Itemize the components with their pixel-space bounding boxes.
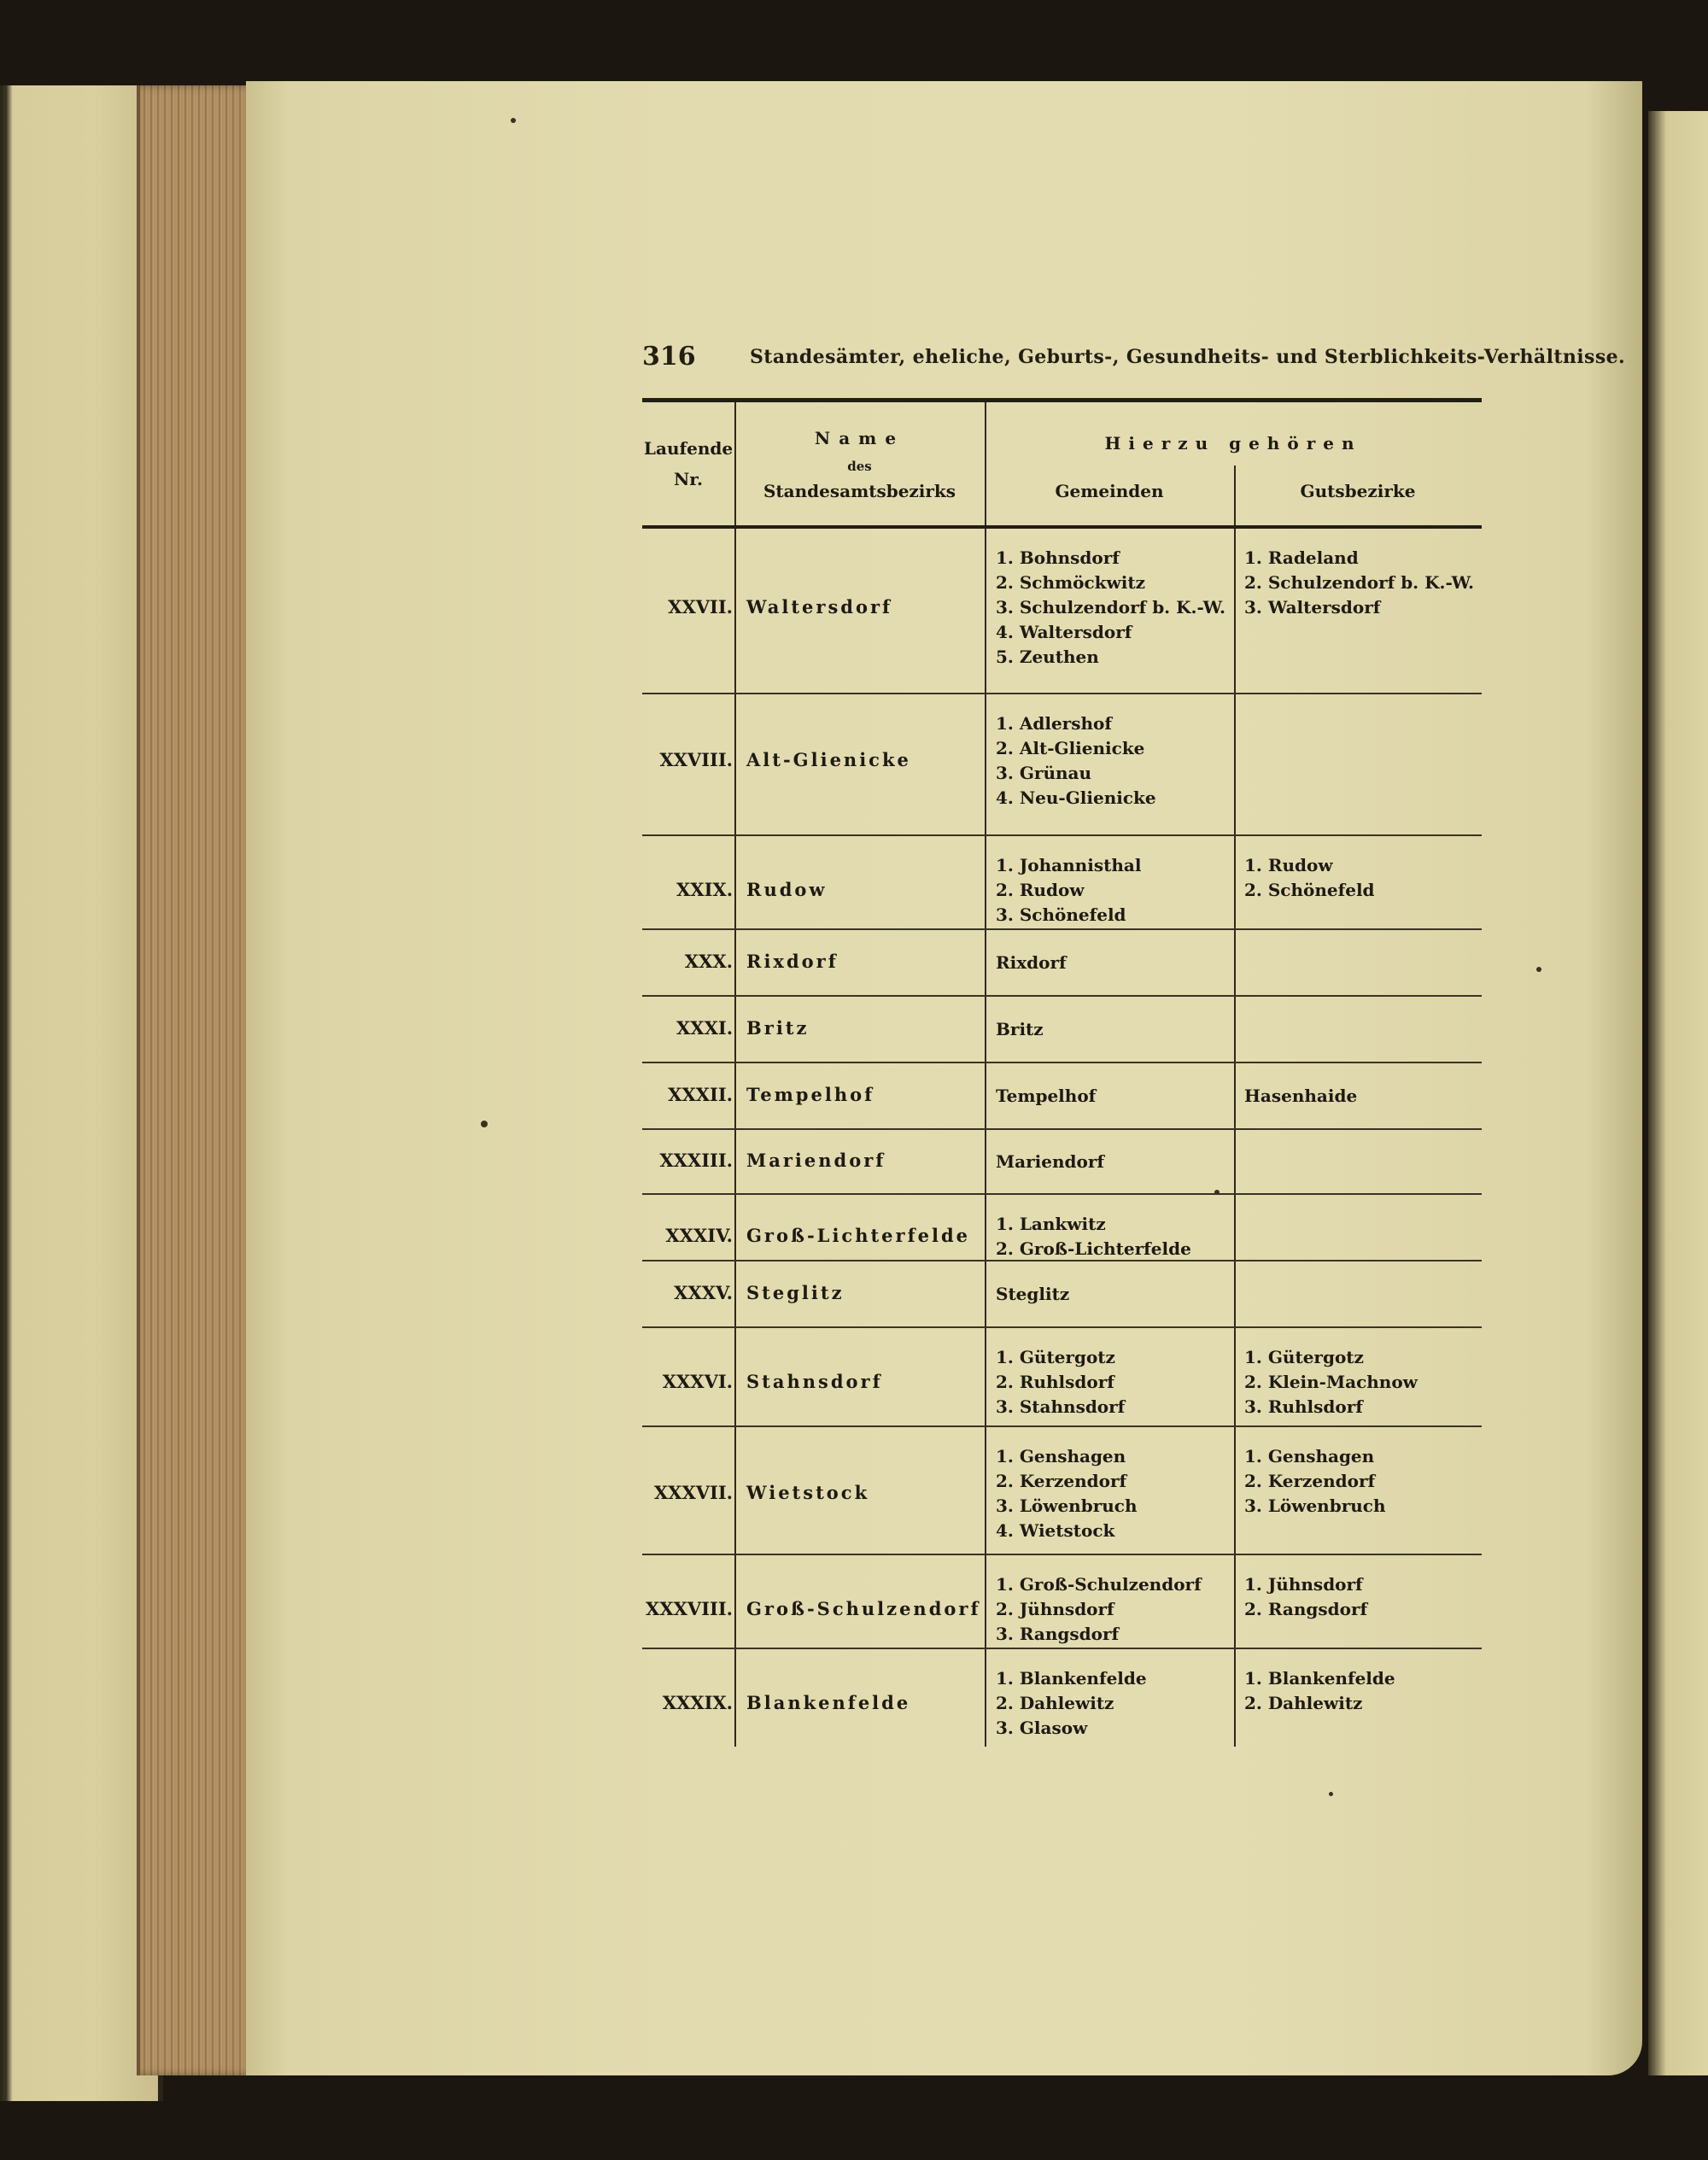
table-row — [642, 1195, 1482, 1261]
table-row — [642, 1649, 1482, 1747]
table-row — [642, 836, 1482, 930]
gutsbezirk-item: 2. Schönefeld — [1244, 880, 1375, 900]
column-divider — [985, 1427, 986, 1554]
gemeinde-item: 3. Stahnsdorf — [996, 1396, 1126, 1417]
gemeinde-item: 4. Waltersdorf — [996, 622, 1132, 642]
header-gemeinden: Gemeinden — [1055, 481, 1164, 501]
district-name: Groß-Schulzendorf — [746, 1597, 981, 1619]
gemeinden-list — [996, 1572, 1235, 1647]
gemeinde-item: Steglitz — [996, 1284, 1070, 1304]
gemeinde-item: 2. Jühnsdorf — [996, 1599, 1114, 1619]
row-number: XXXVII. — [653, 1482, 733, 1503]
column-divider — [985, 1063, 986, 1128]
speck — [481, 1121, 488, 1127]
gemeinden-list — [996, 546, 1235, 670]
gutsbezirke-list — [1244, 1345, 1483, 1420]
district-name: Britz — [746, 1017, 810, 1039]
gemeinde-item: 2. Rudow — [996, 880, 1085, 900]
gemeinde-item: 1. Bohnsdorf — [996, 547, 1120, 568]
gemeinden-list — [996, 951, 1235, 975]
column-divider — [734, 1063, 736, 1128]
district-name: Tempelhof — [746, 1084, 875, 1105]
header-laufende: Laufende — [643, 438, 734, 459]
gemeinden-list — [996, 1084, 1235, 1109]
table-row — [642, 694, 1482, 836]
gemeinden-list — [996, 1212, 1235, 1261]
column-divider — [985, 1130, 986, 1193]
gemeinde-item: 3. Löwenbruch — [996, 1496, 1138, 1516]
gemeinden-list — [996, 853, 1235, 928]
header-hierzu-gehoeren: Hierzu gehören — [1104, 433, 1362, 454]
table-body — [642, 529, 1482, 1747]
gutsbezirke-list — [1244, 546, 1483, 620]
gutsbezirke-list — [1244, 1666, 1483, 1716]
gemeinde-item: 1. Blankenfelde — [996, 1668, 1147, 1689]
gemeinde-item: 1. Groß-Schulzendorf — [996, 1574, 1202, 1595]
row-number: XXXVIII. — [646, 1597, 733, 1619]
gemeinden-list — [996, 1666, 1235, 1741]
column-divider — [985, 1649, 986, 1747]
gemeinde-item: 4. Wietstock — [996, 1520, 1115, 1541]
column-divider — [734, 997, 736, 1062]
gutsbezirk-item: 3. Waltersdorf — [1244, 597, 1381, 618]
gemeinde-item: 2. Alt-Glienicke — [996, 738, 1145, 758]
column-divider — [734, 930, 736, 995]
column-divider — [734, 1427, 736, 1554]
gutsbezirk-item: 2. Rangsdorf — [1244, 1599, 1368, 1619]
row-number: XXXIX. — [662, 1691, 733, 1713]
column-divider — [985, 997, 986, 1062]
district-name: Waltersdorf — [746, 595, 893, 618]
gemeinde-item: 2. Groß-Lichterfelde — [996, 1238, 1191, 1259]
gutsbezirk-item: 3. Löwenbruch — [1244, 1496, 1386, 1516]
table-row — [642, 930, 1482, 997]
table-row — [642, 1427, 1482, 1555]
column-divider — [985, 529, 986, 693]
column-divider — [734, 836, 736, 928]
gemeinde-item: Rixdorf — [996, 952, 1067, 973]
gemeinde-item: Tempelhof — [996, 1086, 1097, 1106]
table-row — [642, 1063, 1482, 1130]
column-divider — [985, 930, 986, 995]
gutsbezirk-item: 2. Dahlewitz — [1244, 1693, 1363, 1713]
row-number: XXXVI. — [662, 1370, 733, 1392]
gemeinde-item: Britz — [996, 1019, 1044, 1039]
gemeinden-list — [996, 1444, 1235, 1543]
gemeinde-item: 1. Adlershof — [996, 713, 1112, 734]
gemeinde-item: 2. Ruhlsdorf — [996, 1372, 1114, 1392]
gutsbezirk-item: 1. Jühnsdorf — [1244, 1574, 1363, 1595]
gutsbezirk-item: 1. Radeland — [1244, 547, 1359, 568]
column-divider — [985, 1555, 986, 1648]
column-divider — [734, 1261, 736, 1326]
district-name: Alt-Glienicke — [746, 749, 911, 770]
page-number: 316 — [642, 342, 696, 372]
gutsbezirk-item: 1. Rudow — [1244, 855, 1333, 875]
gemeinde-item: Mariendorf — [996, 1151, 1104, 1172]
gemeinde-item: 3. Glasow — [996, 1718, 1088, 1738]
header-standesamtsbezirk: Standesamtsbezirks — [763, 481, 956, 501]
column-divider — [985, 1261, 986, 1326]
column-divider — [734, 1555, 736, 1648]
gemeinde-item: 3. Schönefeld — [996, 904, 1126, 925]
gemeinde-item: 1. Johannisthal — [996, 855, 1142, 875]
gutsbezirke-list — [1244, 853, 1483, 903]
district-name: Blankenfelde — [746, 1691, 911, 1713]
gemeinde-item: 5. Zeuthen — [996, 647, 1099, 667]
gutsbezirke-list — [1244, 1572, 1483, 1622]
column-divider — [734, 1130, 736, 1193]
gemeinde-item: 2. Schmöckwitz — [996, 572, 1145, 593]
gutsbezirk-item: 1. Blankenfelde — [1244, 1668, 1395, 1689]
table-header — [642, 402, 1482, 529]
header-divider — [985, 402, 986, 525]
gutsbezirk-item: 2. Kerzendorf — [1244, 1471, 1376, 1491]
header-gutsbezirke: Gutsbezirke — [1300, 481, 1416, 501]
district-name: Rudow — [746, 878, 828, 900]
gemeinde-item: 1. Genshagen — [996, 1446, 1126, 1466]
gutsbezirk-item: 1. Gütergotz — [1244, 1347, 1364, 1367]
header-name: Name — [814, 428, 905, 448]
gutsbezirk-item: 3. Ruhlsdorf — [1244, 1396, 1363, 1417]
running-title: Standesämter, eheliche, Geburts-, Gesundheits- und Sterblichkeits-Verhältnisse. — [750, 346, 1626, 368]
row-number: XXXV. — [674, 1282, 733, 1303]
gemeinde-item: 2. Kerzendorf — [996, 1471, 1127, 1491]
column-divider — [734, 1328, 736, 1425]
gemeinden-list — [996, 1150, 1235, 1174]
gemeinde-item: 3. Rangsdorf — [996, 1624, 1120, 1644]
page-edges — [137, 85, 255, 2075]
gemeinde-item: 2. Dahlewitz — [996, 1693, 1114, 1713]
gemeinde-item: 4. Neu-Glienicke — [996, 787, 1156, 808]
gutsbezirke-list — [1244, 1444, 1483, 1519]
district-name: Wietstock — [746, 1482, 870, 1503]
gutsbezirke-list — [1244, 1084, 1483, 1109]
district-name: Mariendorf — [746, 1150, 886, 1171]
gemeinde-item: 1. Lankwitz — [996, 1214, 1106, 1234]
gutsbezirk-item: 2. Klein-Machnow — [1244, 1372, 1418, 1392]
column-divider — [985, 836, 986, 928]
gemeinden-list — [996, 1282, 1235, 1307]
facing-page-edge — [1648, 111, 1708, 2075]
table-row — [642, 997, 1482, 1063]
speck — [511, 118, 516, 123]
district-name: Rixdorf — [746, 951, 839, 972]
table-row — [642, 529, 1482, 694]
gemeinde-item: 1. Gütergotz — [996, 1347, 1115, 1367]
gutsbezirk-item: 2. Schulzendorf b. K.-W. — [1244, 572, 1474, 593]
column-divider — [734, 1649, 736, 1747]
gemeinden-list — [996, 1345, 1235, 1420]
table-row — [642, 1555, 1482, 1649]
row-number: XXXI. — [676, 1017, 733, 1039]
district-name: Steglitz — [746, 1282, 845, 1303]
column-divider — [985, 1195, 986, 1260]
gemeinde-item: 3. Grünau — [996, 763, 1092, 783]
district-name: Groß-Lichterfelde — [746, 1225, 971, 1246]
row-number: XXIX. — [676, 878, 733, 900]
row-number: XXVII. — [668, 595, 733, 618]
registry-table — [642, 398, 1482, 1747]
table-row — [642, 1328, 1482, 1427]
row-number: XXXIV. — [665, 1225, 733, 1246]
gutsbezirk-item: Hasenhaide — [1244, 1086, 1358, 1106]
row-number: XXVIII. — [659, 749, 733, 770]
speck — [1536, 967, 1541, 972]
header-des: des — [847, 459, 872, 474]
table-row — [642, 1261, 1482, 1328]
row-number: XXX. — [684, 951, 733, 972]
gemeinden-list — [996, 711, 1235, 811]
row-number: XXXIII. — [659, 1150, 733, 1171]
header-nr: Nr. — [674, 469, 703, 489]
column-divider — [734, 1195, 736, 1260]
column-divider — [734, 694, 736, 834]
column-divider — [985, 1328, 986, 1425]
column-divider — [985, 694, 986, 834]
gemeinden-list — [996, 1017, 1235, 1042]
district-name: Stahnsdorf — [746, 1370, 883, 1392]
speck — [1329, 1792, 1333, 1796]
table-row — [642, 1130, 1482, 1195]
gemeinde-item: 3. Schulzendorf b. K.-W. — [996, 597, 1225, 618]
gutsbezirk-item: 1. Genshagen — [1244, 1446, 1375, 1466]
row-number: XXXII. — [668, 1084, 733, 1105]
column-divider — [734, 529, 736, 693]
